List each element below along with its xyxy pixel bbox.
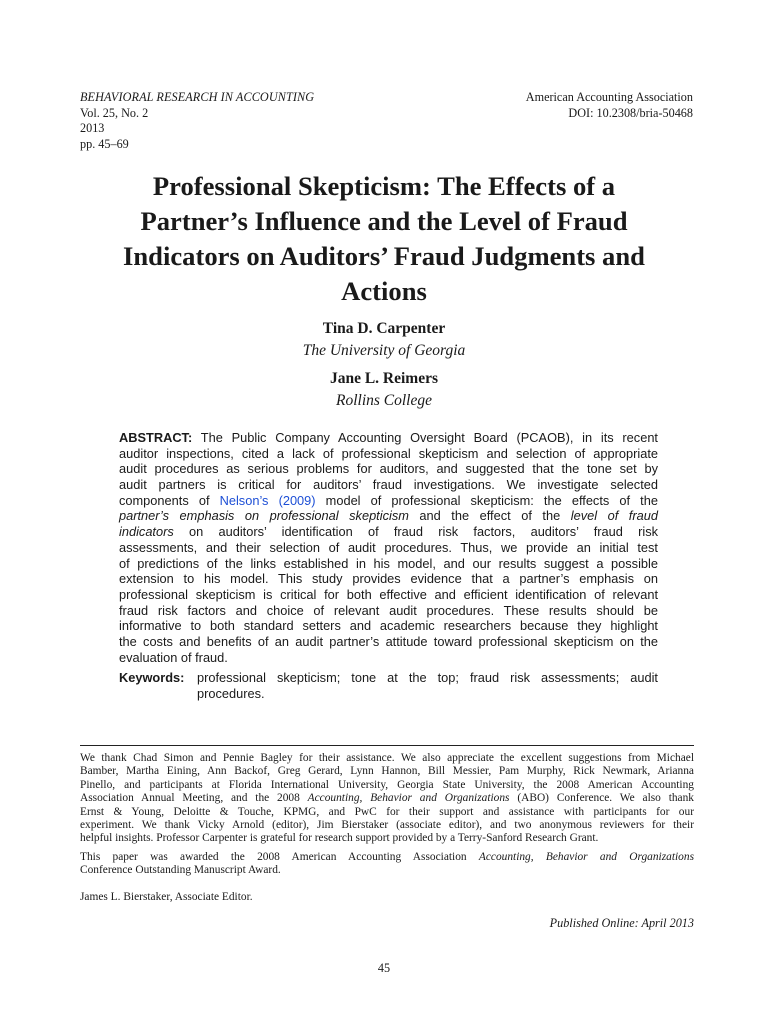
abstract-line: audit partners is critical for auditors’ fraud investigations. We investigate selected	[119, 477, 658, 493]
abstract-line: extension to his model. This study provides evidence that a partner’s emphasis on	[119, 571, 658, 587]
abstract-line: fraud risk factors and choice of relevant audit procedures. These results should be	[119, 602, 658, 618]
abstract-label: ABSTRACT:	[119, 430, 193, 445]
abstract	[119, 430, 658, 665]
published-online-date: Published Online: April 2013	[549, 916, 694, 930]
journal-name: BEHAVIORAL RESEARCH IN ACCOUNTING	[80, 90, 315, 104]
journal-year: 2013	[80, 121, 105, 136]
footnote-line: This paper was awarded the 2008 American Accounting Association Accounting, Behavior and Organizations	[80, 851, 694, 863]
keywords-text: professional skepticism; tone at the top; fraud risk assessments; audit	[197, 670, 658, 685]
abstract-line: informative to both standard setters and academic researchers because they highlight	[119, 618, 658, 634]
footnote-line: James L. Bierstaker, Associate Editor.	[80, 891, 253, 903]
abstract-line: evaluation of fraud.	[119, 649, 228, 665]
abstract-line: components of Nelson’s (2009) model of professional skepticism: the effects of the	[119, 492, 658, 508]
title-line: Partner’s Influence and the Level of Fraud	[140, 206, 628, 236]
footnote-line: We thank Chad Simon and Pennie Bagley for their assistance. We also appreciate the excellent suggestions from Michael	[80, 752, 694, 764]
journal-pages: pp. 45–69	[80, 136, 129, 151]
footnote-line: experiment. We thank Vicky Arnold (editor), Jim Bierstaker (associate editor), and two anonymous reviewers for their	[80, 818, 694, 831]
award-footnote	[80, 851, 694, 878]
footnote-line: Pinello, and participants at Florida International University, Georgia State University, the 2008 American Accounting	[80, 778, 694, 791]
doi: DOI: 10.2308/bria-50468	[568, 105, 693, 120]
abstract-line: indicators on auditors’ identification of fraud risk factors, auditors’ fraud risk	[119, 524, 658, 540]
title-line: Actions	[341, 276, 427, 306]
keywords	[119, 670, 658, 701]
paper-title	[60, 169, 708, 309]
author-affiliation: The University of Georgia	[302, 342, 466, 359]
publisher-header	[526, 90, 693, 121]
author-name: Tina D. Carpenter	[322, 320, 446, 337]
abstract-line: assessments, and their selection of audit procedures. Thus, we provide an initial test	[119, 539, 658, 555]
author-name: Jane L. Reimers	[329, 370, 439, 387]
publisher-name: American Accounting Association	[525, 90, 693, 104]
keywords-label: Keywords:	[119, 670, 185, 685]
abstract-line: the costs and benefits of an audit partner’s attitude toward professional skepticism on the	[119, 633, 658, 649]
abstract-line: audit procedures as serious problems for auditors, and suggested that the tone set by	[119, 461, 658, 477]
keywords-row	[119, 686, 658, 702]
abstract-line: partner’s emphasis on professional skepticism and the effect of the level of fraud	[119, 508, 658, 524]
keywords-row	[119, 670, 658, 686]
footnote-line: helpful insights. Professor Carpenter is grateful for research support provided by a Terry-Sanford Research Grant.	[80, 832, 599, 845]
footnote-line: Bamber, Martha Eining, Ann Backof, Greg Gerard, Lynn Hannon, Bill Messier, Pam Murphy, Rick Newmark, Arianna	[80, 765, 694, 778]
abstract-line: ABSTRACT: The Public Company Accounting Oversight Board (PCAOB), in its recent	[119, 430, 658, 445]
acknowledgments-footnote	[80, 752, 694, 846]
author-affiliation: Rollins College	[335, 392, 432, 409]
abstract-line: of predictions of the links established in his model, and our results suggest a possible	[119, 555, 658, 571]
title-line: Indicators on Auditors’ Fraud Judgments and	[123, 241, 645, 271]
title-line: Professional Skepticism: The Effects of a	[152, 171, 616, 201]
citation-link[interactable]: Nelson’s (2009)	[219, 492, 316, 508]
footnote-line: Ernst & Young, Deloitte & Touche, KPMG, and PwC for their support and assistance with participants for our	[80, 805, 694, 818]
editor-footnote	[80, 891, 694, 904]
page-number: 45	[377, 961, 391, 975]
footnote-line: Association Annual Meeting, and the 2008 Accounting, Behavior and Organizations (ABO) Conference. We also thank	[80, 792, 694, 805]
journal-volume: Vol. 25, No. 2	[80, 105, 149, 120]
footnote-divider	[80, 745, 694, 746]
footnote-line: Conference Outstanding Manuscript Award.	[80, 864, 281, 877]
journal-header	[80, 90, 314, 152]
abstract-line: professional skepticism is critical for both effective and efficient identification of relevant	[119, 586, 658, 602]
abstract-line: auditor inspections, cited a lack of professional skepticism and selection of appropriate	[119, 445, 658, 461]
keywords-text: procedures.	[197, 685, 265, 701]
